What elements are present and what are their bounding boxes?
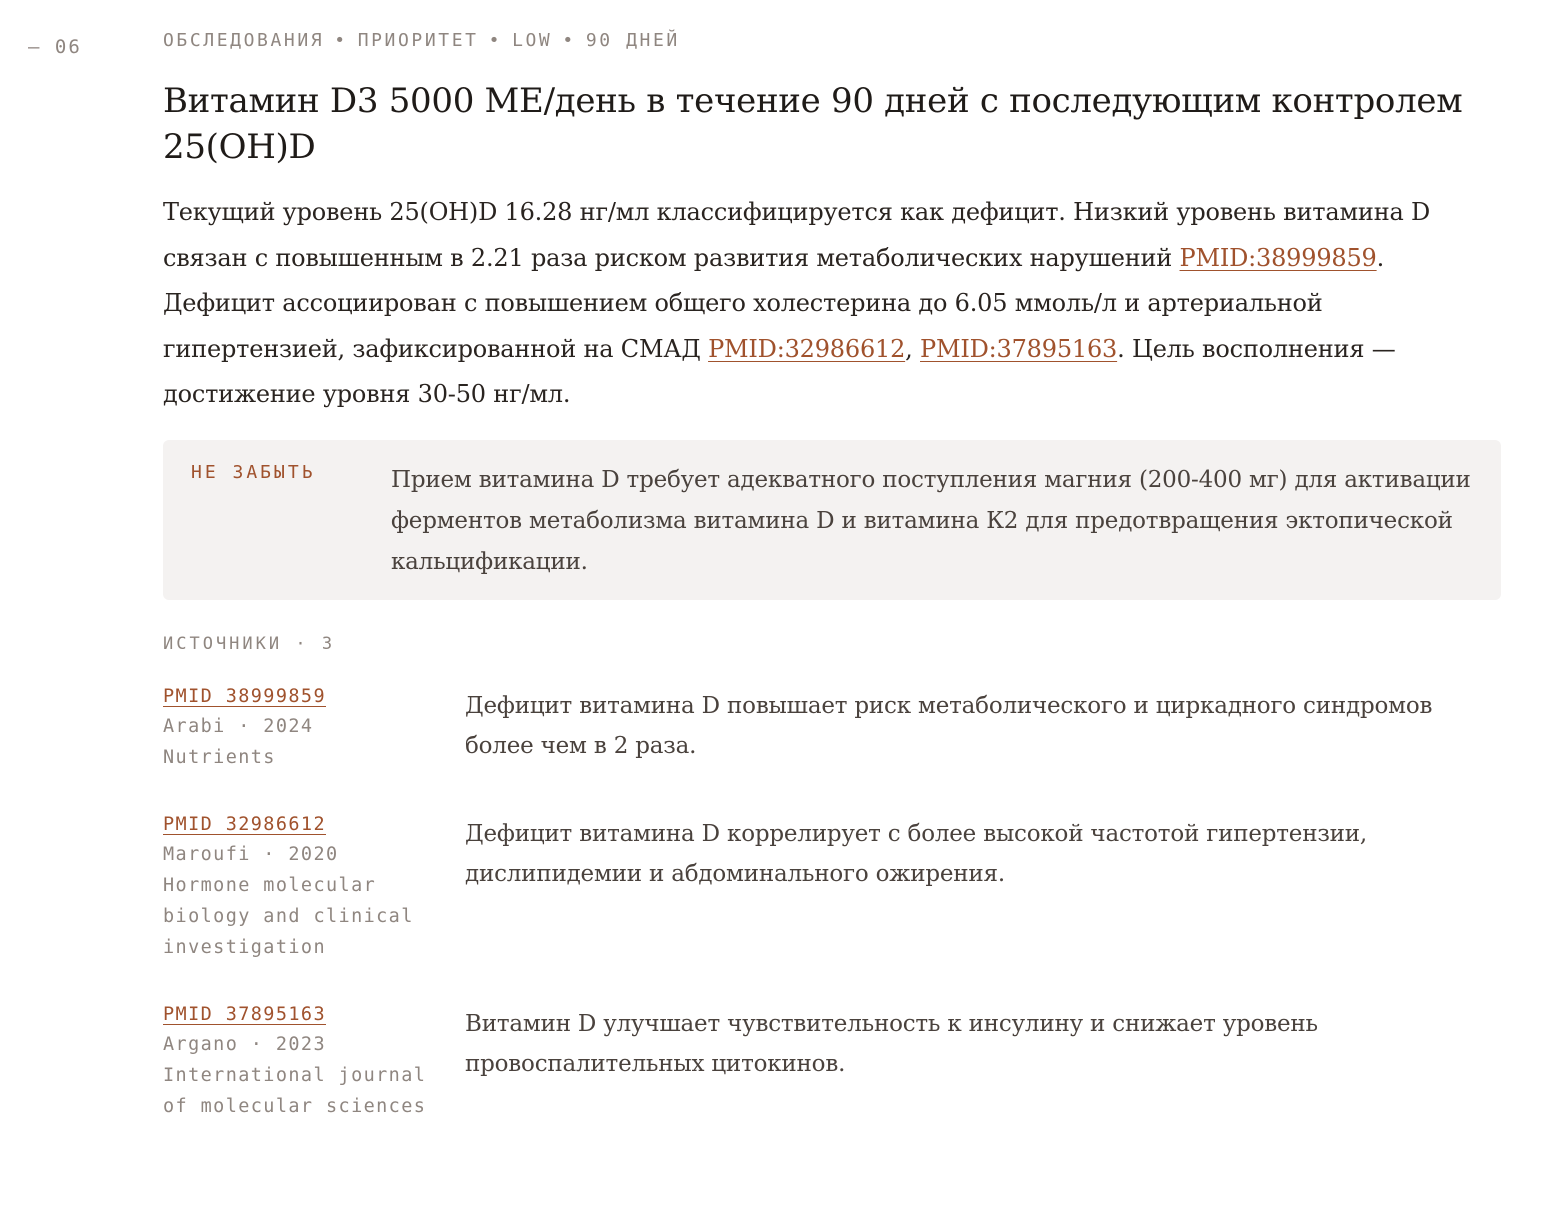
reminder-label: НЕ ЗАБЫТЬ — [191, 461, 316, 483]
source-pmid-link[interactable]: PMID 38999859 — [163, 685, 326, 707]
citation-link-32986612[interactable]: PMID:32986612 — [708, 334, 906, 363]
source-pmid-link[interactable]: PMID 37895163 — [163, 1003, 326, 1025]
sources-header: ИСТОЧНИКИ · 3 — [163, 633, 336, 654]
summary-text: . Дефицит ассоциирован с повышением общего холестерина до 6.05 ммоль/л и артериальной гипертензией, зафиксированной на СМАД — [163, 243, 1385, 363]
source-summary: Витамин D улучшает чувствительность к инсулину и снижает уровень провоспалительных цитокинов. — [465, 1010, 1318, 1077]
summary-text: . Цель восполнения — достижение уровня 30-50 нг/мл. — [163, 334, 1396, 408]
source-meta — [163, 810, 443, 964]
recommendation-card — [163, 24, 1501, 1174]
meta-separator: • — [562, 30, 576, 51]
source-journal: International journal of molecular sciences — [163, 1065, 427, 1117]
source-journal: Hormone molecular biology and clinical investigation — [163, 875, 414, 958]
source-author-year: Maroufi · 2020 — [163, 844, 339, 866]
source-author-year: Argano · 2023 — [163, 1034, 326, 1056]
recommendation-summary — [163, 190, 1501, 418]
meta-priority-value: LOW — [512, 30, 553, 51]
source-summary: Дефицит витамина D повышает риск метаболического и циркадного синдромов более чем в 2 раза. — [465, 692, 1433, 759]
meta-line — [163, 24, 1501, 58]
summary-comma: , — [905, 334, 921, 363]
meta-category: ОБСЛЕДОВАНИЯ — [163, 30, 325, 51]
meta-duration: 90 ДНЕЙ — [585, 30, 680, 51]
meta-separator: • — [488, 30, 503, 51]
section-index: — 06 — [28, 36, 82, 58]
citation-link-38999859[interactable]: PMID:38999859 — [1179, 243, 1377, 272]
source-summary: Дефицит витамина D коррелирует с более высокой частотой гипертензии, дислипидемии и абдоминального ожирения. — [465, 820, 1368, 887]
source-meta — [163, 1000, 443, 1123]
source-meta — [163, 682, 443, 774]
source-journal: Nutrients — [163, 747, 276, 769]
summary-text: Текущий уровень 25(OH)D 16.28 нг/мл классифицируется как дефицит. Низкий уровень витамина D связан с повышенным в 2.21 раза риском развития метаболических нарушений — [163, 198, 1431, 272]
citation-link-37895163[interactable]: PMID:37895163 — [920, 334, 1118, 363]
source-pmid-link[interactable]: PMID 32986612 — [163, 813, 326, 835]
reminder-text: Прием витамина D требует адекватного поступления магния (200-400 мг) для активации ферментов метаболизма витамина D и витамина К2 для предотвращения эктопической кальцификации. — [391, 466, 1471, 575]
meta-priority-label: ПРИОРИТЕТ — [357, 30, 479, 51]
meta-separator: • — [334, 30, 348, 51]
source-author-year: Arabi · 2024 — [163, 716, 314, 738]
sources-list — [163, 654, 1501, 1174]
reminder-note — [163, 440, 1501, 600]
recommendation-title: Витамин D3 5000 МЕ/день в течение 90 дней с последующим контролем 25(OH)D — [163, 81, 1463, 167]
